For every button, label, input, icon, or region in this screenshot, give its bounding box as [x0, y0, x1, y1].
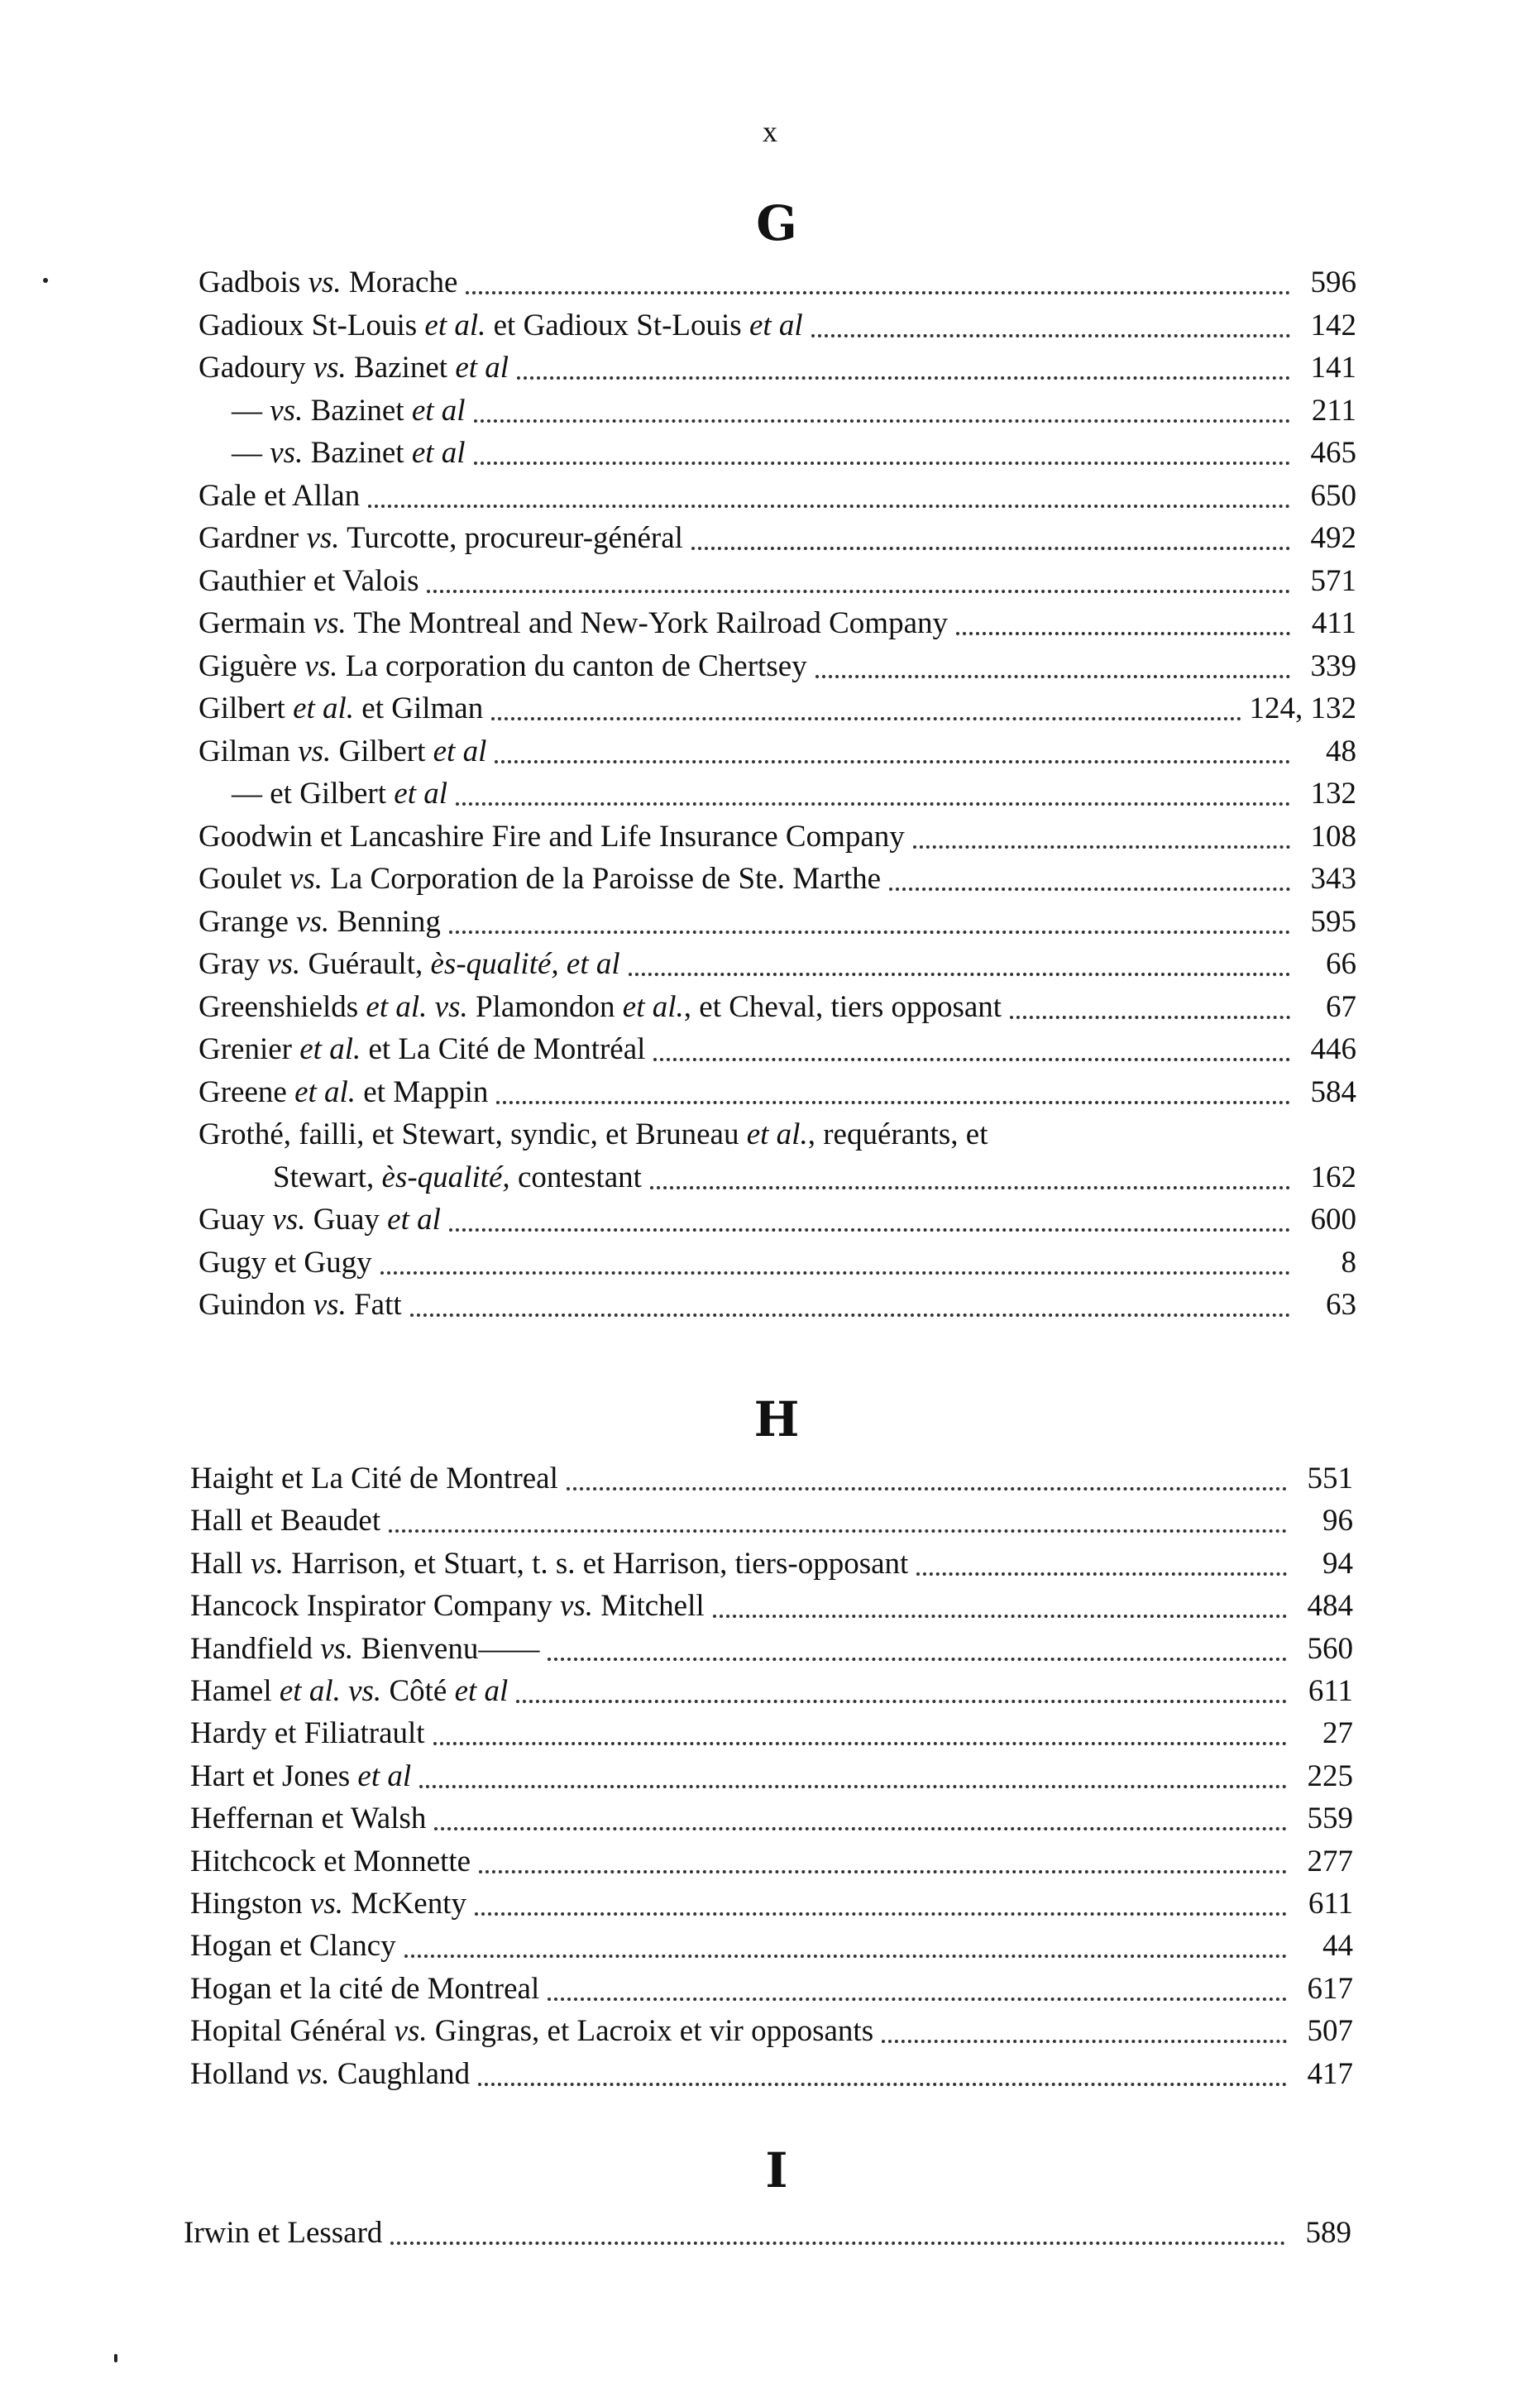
entry-title-part: — et Gilbert [232, 777, 395, 811]
entry-title [198, 734, 486, 769]
entry-title-part: Hardy et Filiatrault [190, 1716, 425, 1751]
index-entry [198, 350, 1356, 393]
index-entry [198, 691, 1356, 734]
index-entry [198, 819, 1356, 862]
entry-title-part: et al. [746, 1117, 808, 1151]
dot-leader [517, 376, 1290, 380]
index-entry [190, 2056, 1353, 2099]
dot-leader [913, 845, 1290, 849]
index-entry [190, 1503, 1353, 1546]
dot-leader [456, 802, 1290, 806]
entry-title-part: Hall [190, 1546, 251, 1581]
entry-title [198, 478, 360, 514]
entry-title [198, 393, 466, 428]
entry-title [184, 2215, 382, 2251]
entry-page-number: 211 [1311, 393, 1356, 428]
dot-leader [516, 1700, 1287, 1703]
entry-title-part: et al [357, 1758, 412, 1793]
entry-title-part: Grenier [198, 1032, 300, 1066]
entry-title-part: et Mappin [356, 1074, 489, 1109]
entry-title [198, 691, 483, 726]
index-entry [198, 563, 1356, 606]
index-entry [198, 648, 1356, 691]
section-letter-h: H [753, 1391, 801, 1447]
dot-leader [548, 1658, 1287, 1661]
dot-leader [548, 1998, 1287, 2001]
entry-title-part: et Gilman [354, 691, 484, 725]
entry-page-number: 560 [1307, 1631, 1353, 1666]
entry-title-part: Greene [198, 1074, 295, 1109]
entry-title-part: Gauthier et Valois [198, 563, 419, 598]
dot-leader [475, 1912, 1287, 1916]
entry-title [190, 2013, 873, 2049]
entry-title-part: Hart et Jones [190, 1758, 358, 1793]
dot-leader [410, 1313, 1290, 1317]
entry-title [198, 308, 803, 343]
entry-title [198, 1202, 441, 1237]
index-entry [184, 2215, 1351, 2258]
entry-title [198, 265, 457, 300]
entry-title-part: vs. [270, 393, 304, 428]
entry-title [198, 946, 620, 982]
index-entry [190, 1758, 1353, 1802]
entry-title [198, 1117, 988, 1152]
entry-title-part: Gale et Allan [198, 478, 361, 513]
index-entry [198, 776, 1356, 819]
index-entry [190, 1801, 1353, 1844]
entry-title [190, 1588, 705, 1624]
index-entry [190, 2013, 1353, 2056]
entry-title-part: Haight et La Cité de Montreal [190, 1462, 558, 1495]
entry-page-number: 343 [1310, 862, 1356, 896]
entry-title-part: Gadbois [198, 266, 308, 299]
entry-title-part: Goulet [198, 862, 289, 896]
entry-title-part: — [232, 436, 270, 470]
entry-title-part: et al [411, 393, 466, 428]
index-entry [198, 1074, 1356, 1117]
entry-title [198, 1245, 372, 1280]
entry-title-part: Bazinet [346, 351, 456, 385]
entry-title-part: Greenshields [198, 989, 366, 1024]
entry-page-number: 8 [1341, 1245, 1356, 1280]
entry-title [198, 520, 683, 556]
entry-title-part: et al [411, 436, 466, 470]
entry-title-part: et al. vs. [279, 1674, 382, 1708]
entry-title-part: et al [387, 1203, 441, 1237]
entry-title [198, 861, 881, 897]
entry-title [190, 1758, 411, 1794]
section-letter-i: I [765, 2142, 790, 2199]
entry-title-part: Gingras, et Lacroix et vir opposants [427, 2014, 874, 2049]
entry-title-part: ès-qualité, et al [430, 947, 620, 981]
entry-page-number: 617 [1307, 1971, 1353, 2006]
entry-title-part: Irwin et Lessard [184, 2216, 383, 2250]
entry-title-part: Morache [341, 266, 458, 299]
entry-title-part: Guay [305, 1203, 388, 1237]
print-speck [114, 2354, 117, 2362]
entry-title-part: , requérants, et [807, 1117, 988, 1151]
entry-page-number: 595 [1310, 904, 1356, 939]
entry-title-part: vs. [308, 266, 342, 299]
dot-leader [449, 931, 1290, 934]
index-entry [198, 308, 1356, 351]
index-entry [198, 520, 1356, 563]
entry-title-part: vs. [306, 521, 340, 555]
index-entry [190, 1588, 1353, 1631]
dot-leader [479, 1870, 1287, 1873]
entry-title-part: Turcotte, procureur-général [339, 521, 683, 555]
entry-title-part: vs. [272, 1203, 306, 1237]
entry-page-number: 108 [1310, 819, 1356, 854]
entry-title-part: The Montreal and New-York Railroad Company [346, 606, 948, 640]
entry-title-part: vs. [296, 904, 330, 939]
dot-leader [1010, 1016, 1290, 1019]
entry-title-part: et al. [294, 1074, 356, 1109]
entry-title-part: vs. [270, 436, 304, 470]
entry-page-number: 63 [1326, 1288, 1356, 1322]
entry-title-part: vs. [394, 2014, 428, 2049]
dot-leader [380, 1271, 1290, 1275]
dot-leader [889, 888, 1290, 891]
entry-title-part: vs. [313, 1288, 347, 1322]
entry-page-number: 507 [1307, 2014, 1353, 2049]
index-entry [190, 1971, 1353, 2014]
entry-title-part: et al [454, 1674, 509, 1708]
entry-title-part: Gray [198, 947, 268, 981]
entry-title-part: Handfield [190, 1631, 321, 1666]
entry-page-number: 446 [1310, 1032, 1356, 1066]
entry-page-number: 584 [1310, 1074, 1356, 1109]
entry-page-number: 142 [1310, 308, 1356, 342]
entry-page-number: 484 [1307, 1589, 1353, 1624]
index-entry [198, 478, 1356, 521]
entry-page-number: 277 [1307, 1844, 1353, 1878]
entry-title-part: Mitchell [593, 1589, 705, 1624]
index-entry [198, 1245, 1356, 1288]
index-entry [190, 1461, 1353, 1504]
index-entry [198, 1160, 1356, 1203]
entry-title [198, 1074, 488, 1110]
entry-page-number: 551 [1307, 1462, 1353, 1495]
entry-title [190, 1715, 425, 1751]
entry-title [198, 819, 905, 854]
dot-leader [419, 1785, 1287, 1788]
entry-page-number: 162 [1310, 1160, 1356, 1194]
entry-page-number: 27 [1322, 1716, 1353, 1751]
dot-leader [956, 632, 1290, 635]
dot-leader [433, 1742, 1287, 1745]
entry-title [198, 563, 418, 599]
index-entry [198, 393, 1356, 436]
dot-leader [474, 462, 1290, 465]
entry-title-part: Gilman [198, 734, 299, 768]
entry-title-part: et al [455, 351, 509, 385]
entry-title-part: Germain [198, 606, 313, 640]
entry-title-part: McKenty [343, 1887, 467, 1921]
entry-title [190, 2056, 470, 2092]
dot-leader [434, 1827, 1287, 1830]
entry-title-part: Hitchcock et Monnette [190, 1844, 471, 1878]
index-entry [198, 861, 1356, 904]
entry-title [190, 1673, 508, 1709]
dot-leader [449, 1228, 1290, 1232]
entry-title-part: Fatt [346, 1288, 402, 1322]
entry-title-part: Holland [190, 2056, 297, 2091]
entry-title [198, 350, 509, 385]
entry-page-number: 589 [1305, 2216, 1351, 2250]
entry-title-part: Hopital Général [190, 2014, 395, 2049]
entry-title-part: Hogan et Clancy [190, 1929, 396, 1964]
dot-leader [815, 675, 1290, 678]
entry-title-part: et al. vs. [366, 989, 468, 1024]
entry-title-part: Gugy et Gugy [198, 1245, 372, 1280]
entry-page-number: 596 [1310, 266, 1356, 299]
entry-title-part: et al. [622, 989, 684, 1024]
index-entry [190, 1844, 1353, 1887]
entry-title [190, 1801, 426, 1836]
dot-leader [567, 1487, 1287, 1490]
entry-title [190, 1886, 466, 1921]
entry-title-part: — [232, 393, 270, 428]
entry-page-number: 650 [1310, 478, 1356, 513]
entry-title-part: vs. [313, 351, 347, 385]
entry-title-part: et La Cité de Montréal [361, 1032, 646, 1066]
dot-leader [404, 1955, 1287, 1958]
entry-page-number: 411 [1311, 606, 1356, 640]
entry-title-part: et al. [424, 308, 486, 342]
entry-title-part: Heffernan et Walsh [190, 1802, 427, 1836]
dot-leader [496, 1101, 1290, 1104]
index-entry [198, 734, 1356, 777]
entry-page-number: 611 [1308, 1674, 1353, 1708]
entry-title [190, 1546, 908, 1581]
entry-page-number: 611 [1308, 1887, 1353, 1921]
entry-title [190, 1631, 539, 1667]
entry-title [190, 1461, 558, 1496]
entry-title [198, 1160, 642, 1195]
dot-leader [368, 505, 1290, 508]
index-entry [190, 1928, 1353, 1971]
entry-page-number: 124, 132 [1249, 691, 1356, 725]
dot-leader [491, 717, 1241, 720]
entry-title-part: vs. [320, 1631, 354, 1666]
entry-title-part: Grothé, failli, et Stewart, syndic, et Bruneau [198, 1117, 747, 1151]
entry-title-part: et al [433, 734, 487, 768]
entry-title-part: Gadoury [198, 351, 313, 385]
entry-title [198, 435, 466, 471]
index-entry [198, 946, 1356, 989]
entry-title-part: vs. [298, 734, 332, 768]
entry-page-number: 66 [1326, 947, 1356, 981]
entry-title [190, 1928, 396, 1964]
entry-title-part: Bazinet [303, 393, 412, 428]
entry-title-part: vs. [289, 862, 323, 896]
entry-page-number: 67 [1326, 989, 1356, 1024]
entry-title-part: Grange [198, 904, 297, 939]
entry-page-number: 559 [1307, 1802, 1353, 1836]
index-entry [198, 1117, 1356, 1160]
entry-title-part: Gilbert [331, 734, 433, 768]
index-entry [190, 1546, 1353, 1589]
entry-title-part: Giguère [198, 648, 305, 683]
index-entry [198, 605, 1356, 648]
dot-leader [389, 1529, 1287, 1533]
index-entry [198, 904, 1356, 947]
entry-title [190, 1971, 539, 2007]
dot-leader [691, 547, 1290, 550]
dot-leader [427, 590, 1290, 593]
entry-title-part: et al. [299, 1032, 361, 1066]
index-entry [198, 1287, 1356, 1330]
entry-title-part: Bienvenu—— [353, 1631, 540, 1666]
entry-title [198, 989, 1002, 1025]
dot-leader [650, 1186, 1290, 1189]
entry-title-part: Goodwin et Lancashire Fire and Life Insurance Company [198, 819, 905, 854]
entry-title [198, 605, 948, 641]
entry-title-part: Côté [381, 1674, 455, 1708]
entry-title [190, 1503, 380, 1538]
entry-page-number: 225 [1307, 1758, 1353, 1793]
index-entry [190, 1673, 1353, 1716]
entry-title-part: Caughland [329, 2056, 471, 2091]
dot-leader [811, 334, 1290, 337]
entry-title-part: Guérault, [300, 947, 431, 981]
entry-title-part: ès-qualité, [381, 1160, 510, 1194]
entry-title [190, 1844, 471, 1879]
entry-page-number: 339 [1310, 648, 1356, 683]
entry-title-part: et al. [293, 691, 355, 725]
entry-title-part: vs. [304, 648, 338, 683]
entry-title-part: Harrison, et Stuart, t. s. et Harrison, tiers-opposant [284, 1546, 909, 1581]
entry-page-number: 96 [1322, 1504, 1353, 1538]
entry-title-part: Plamondon [467, 989, 623, 1024]
entry-page-number: 571 [1310, 563, 1356, 598]
entry-page-number: 600 [1310, 1203, 1356, 1237]
entry-title-part: Hamel [190, 1674, 280, 1708]
entry-title-part: La corporation du canton de Chertsey [337, 648, 807, 683]
entry-title-part: Gardner [198, 521, 307, 555]
entry-title [198, 1287, 402, 1323]
entry-page-number: 44 [1322, 1929, 1353, 1964]
index-entry [190, 1715, 1353, 1758]
entry-page-number: 94 [1322, 1546, 1353, 1581]
entry-title-part: Stewart, [273, 1160, 382, 1194]
entry-page-number: 48 [1326, 734, 1356, 768]
entry-title-part: contestant [509, 1160, 642, 1194]
entry-page-number: 417 [1307, 2056, 1353, 2091]
dot-leader [495, 760, 1290, 763]
index-entry [198, 989, 1356, 1032]
entry-title-part: et Gadioux St-Louis [485, 308, 749, 342]
entry-title-part: vs. [559, 1589, 594, 1624]
entry-page-number: 492 [1310, 521, 1356, 555]
page-number: x [763, 115, 777, 148]
index-entry [190, 1886, 1353, 1929]
entry-title-part: vs. [296, 2056, 330, 2091]
entry-page-number: 132 [1310, 777, 1356, 811]
entry-title-part: vs. [250, 1546, 285, 1581]
entry-title-part: Gilbert [198, 691, 294, 725]
entry-title-part: vs. [267, 947, 301, 981]
entry-title-part: , et Cheval, tiers opposant [683, 989, 1002, 1024]
entry-title [198, 776, 447, 811]
entry-title-part: Hancock Inspirator Company [190, 1589, 560, 1624]
entry-title-part: Hingston [190, 1887, 310, 1921]
index-entry [198, 1202, 1356, 1245]
entry-title-part: Hogan et la cité de Montreal [190, 1971, 540, 2006]
index-entry [190, 1631, 1353, 1674]
dot-leader [713, 1615, 1287, 1618]
dot-leader [882, 2040, 1287, 2043]
dot-leader [629, 973, 1290, 976]
section-letter-g: G [756, 195, 799, 251]
entry-title-part: Hall et Beaudet [190, 1504, 381, 1538]
dot-leader [390, 2242, 1285, 2245]
dot-leader [474, 419, 1290, 423]
entry-title-part: Guindon [198, 1288, 313, 1322]
entry-title-part: vs. [313, 606, 347, 640]
entry-title [198, 648, 807, 684]
entry-title [198, 1031, 645, 1067]
entry-title [198, 904, 441, 940]
index-entry [198, 1031, 1356, 1074]
entry-title-part: et al [748, 308, 803, 342]
dot-leader [653, 1058, 1290, 1061]
entry-title-part: Bazinet [303, 436, 412, 470]
print-speck [43, 278, 48, 283]
entry-title-part: Guay [198, 1203, 273, 1237]
index-entry [198, 435, 1356, 478]
entry-page-number: 465 [1310, 436, 1356, 470]
dot-leader [466, 291, 1290, 294]
entry-title-part: La Corporation de la Paroisse de Ste. Marthe [323, 862, 882, 896]
entry-page-number: 141 [1310, 351, 1356, 385]
dot-leader [916, 1572, 1287, 1576]
entry-title-part: Benning [329, 904, 441, 939]
entry-title-part: et al [394, 777, 447, 811]
entry-title-part: Gadioux St-Louis [198, 308, 425, 342]
entry-title-part: vs. [309, 1887, 344, 1921]
index-entry [198, 265, 1356, 308]
dot-leader [478, 2083, 1287, 2086]
